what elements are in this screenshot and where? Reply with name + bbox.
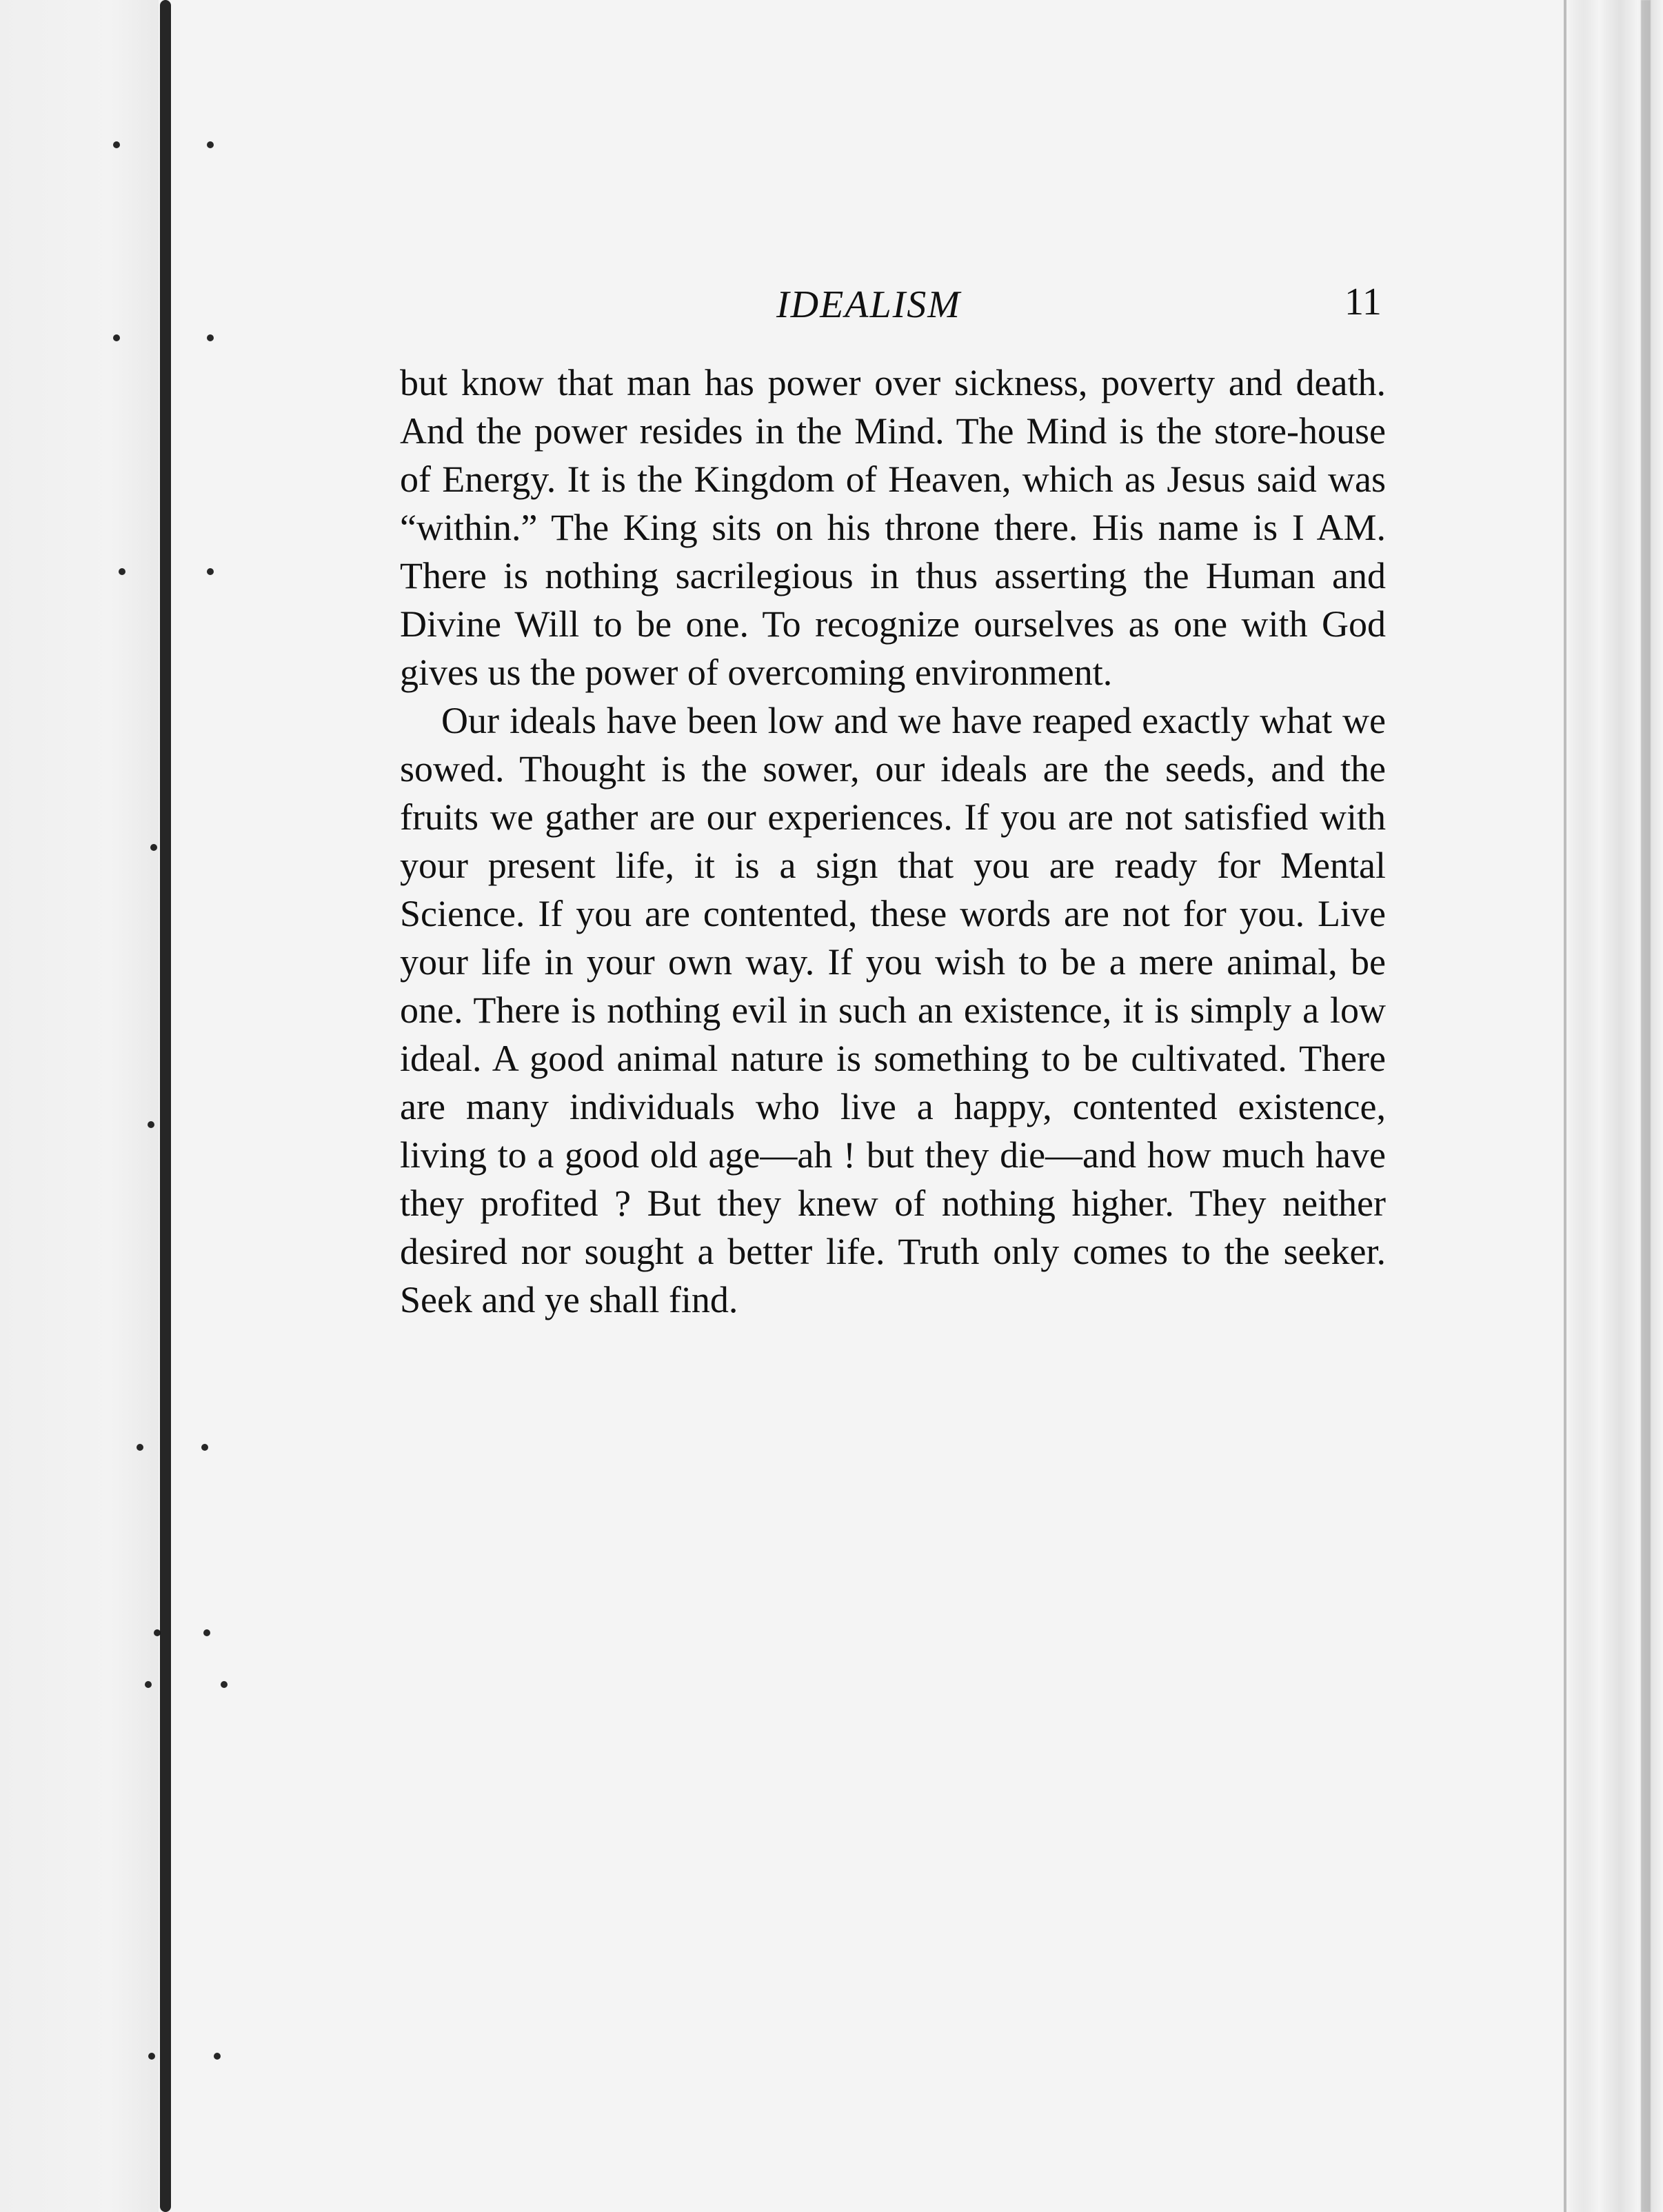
paragraph-2: Our ideals have been low and we have reaped exactly what we sowed. Thought is the sower, our ideals are the seeds, and the fruits we gather are our experiences. If you are not satisfied with your present life, it is a sign that you are ready for Mental Science. If you are contented, these words are not for you. Live your life in your own way. If you wish to be a mere animal, be one. There is nothing evil in such an existence, it is simply a low ideal. A good animal nature is something to be cultivated. There are many individuals who live a happy, contented existence, living to a good old age—ah ! but they die—and how much have they profited ? But they knew of nothing higher. They neither desired nor sought a better life. Truth only comes to the seeker. Seek and ye shall find. bbox=[400, 700, 1386, 1320]
binding-stitch-icon bbox=[145, 1681, 152, 1688]
page-stack-edge bbox=[1564, 0, 1663, 2212]
binding-stitch-icon bbox=[113, 334, 120, 341]
binding-stitch-icon bbox=[119, 568, 125, 575]
body-text bbox=[400, 359, 1386, 1476]
binding-stitch-icon bbox=[203, 1629, 210, 1636]
running-header: IDEALISM bbox=[776, 283, 961, 326]
binding-stitch-icon bbox=[221, 1681, 228, 1688]
binding-stitch-icon bbox=[148, 1121, 154, 1128]
binding-shadow bbox=[0, 0, 159, 2212]
binding-stitch-icon bbox=[137, 1444, 143, 1451]
page-number: 11 bbox=[1344, 281, 1382, 323]
binding-stitch-icon bbox=[201, 1444, 208, 1451]
paragraph-1: but know that man has power over sickness, poverty and death. And the power resides in the Mind. The Mind is the store-house of Energy. It is the Kingdom of Heaven, which as Jesus said was “within.” The King sits on his throne there. His name is I AM. There is nothing sacrilegious in thus asserting the Human and Divine Will to be one. To recognize ourselves as one with God gives us the power of overcoming environment. bbox=[400, 362, 1386, 693]
binding-stitch-icon bbox=[207, 141, 214, 148]
binding-stitch-icon bbox=[150, 844, 157, 851]
binding-stitch-icon bbox=[207, 334, 214, 341]
binding-stitch-icon bbox=[214, 2053, 221, 2060]
binding-stitch-icon bbox=[154, 1629, 161, 1636]
binding-stitch-icon bbox=[148, 2053, 155, 2060]
binding-stitch-icon bbox=[207, 568, 214, 575]
binding-stitch-icon bbox=[113, 141, 120, 148]
binding-edge bbox=[160, 0, 171, 2212]
